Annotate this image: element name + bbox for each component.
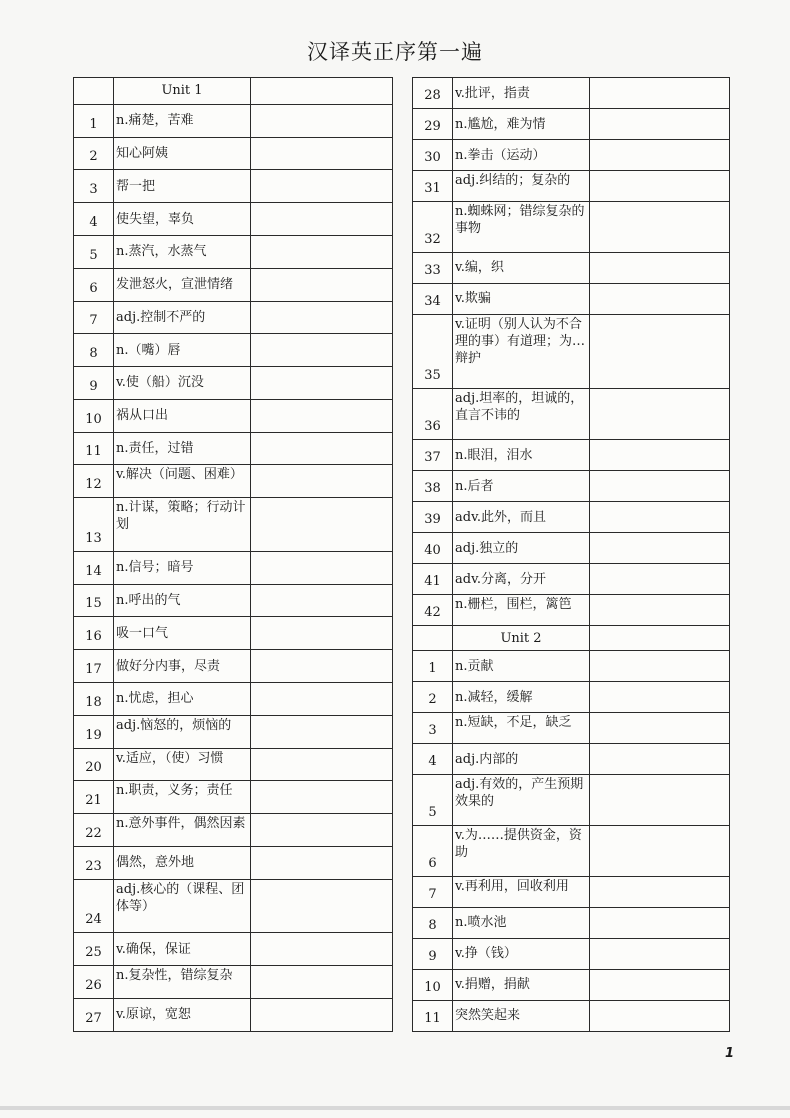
- item-number: 30: [413, 140, 453, 171]
- vocab-row: [74, 465, 393, 498]
- chinese-meaning: 做好分内事，尽责: [114, 650, 251, 683]
- answer-cell[interactable]: [590, 1000, 730, 1031]
- item-number: 1: [74, 104, 114, 137]
- chinese-meaning: v.捐赠，捐献: [453, 969, 590, 1000]
- answer-cell[interactable]: [590, 713, 730, 744]
- chinese-meaning: n.蜘蛛网；错综复杂的事物: [453, 202, 590, 253]
- item-number: 18: [74, 682, 114, 715]
- vocab-row: [74, 617, 393, 650]
- item-number: 28: [413, 78, 453, 109]
- chinese-meaning: n.栅栏，围栏，篱笆: [453, 595, 590, 626]
- vocab-row: [413, 283, 730, 314]
- item-number: 1: [413, 651, 453, 682]
- item-number: 34: [413, 283, 453, 314]
- chinese-meaning: v.证明（别人认为不合理的事）有道理；为…辩护: [453, 314, 590, 389]
- chinese-meaning: n.减轻，缓解: [453, 682, 590, 713]
- vocab-row: [74, 268, 393, 301]
- vocab-row: [413, 252, 730, 283]
- item-number: 29: [413, 109, 453, 140]
- chinese-meaning: 知心阿姨: [114, 137, 251, 170]
- chinese-meaning: v.批评，指责: [453, 78, 590, 109]
- chinese-meaning: n.痛楚，苦难: [114, 104, 251, 137]
- answer-cell[interactable]: [251, 650, 393, 683]
- item-number: 2: [74, 137, 114, 170]
- vocab-row: [413, 775, 730, 826]
- item-number: 38: [413, 471, 453, 502]
- chinese-meaning: n.后者: [453, 471, 590, 502]
- chinese-meaning: adj.坦率的，坦诚的，直言不讳的: [453, 389, 590, 440]
- item-number: 14: [74, 551, 114, 584]
- answer-cell[interactable]: [590, 744, 730, 775]
- item-number: 19: [74, 715, 114, 748]
- answer-cell[interactable]: [590, 252, 730, 283]
- vocab-row: [413, 595, 730, 626]
- vocab-row: [74, 367, 393, 400]
- item-number: 6: [74, 268, 114, 301]
- item-number: 11: [74, 432, 114, 465]
- item-number: 23: [74, 846, 114, 879]
- item-number: 2: [413, 682, 453, 713]
- vocab-row: [74, 203, 393, 236]
- vocab-row: [74, 748, 393, 781]
- vocab-row: [413, 744, 730, 775]
- answer-cell[interactable]: [251, 78, 393, 105]
- item-number: 40: [413, 533, 453, 564]
- vocab-row: [74, 584, 393, 617]
- chinese-meaning: n.贡献: [453, 651, 590, 682]
- vocab-row: [413, 1000, 730, 1031]
- item-number: 3: [413, 713, 453, 744]
- answer-cell[interactable]: [590, 202, 730, 253]
- chinese-meaning: v.再利用，回收利用: [453, 876, 590, 907]
- answer-cell[interactable]: [251, 367, 393, 400]
- answer-cell[interactable]: [590, 502, 730, 533]
- answer-cell[interactable]: [251, 137, 393, 170]
- answer-cell[interactable]: [590, 969, 730, 1000]
- answer-cell[interactable]: [590, 651, 730, 682]
- answer-cell[interactable]: [251, 399, 393, 432]
- answer-cell[interactable]: [251, 781, 393, 814]
- item-number: 42: [413, 595, 453, 626]
- vocab-table-right: [412, 77, 730, 1032]
- item-number: 41: [413, 564, 453, 595]
- unit-heading: Unit 1: [114, 78, 251, 105]
- vocab-row: [413, 682, 730, 713]
- answer-cell[interactable]: [251, 235, 393, 268]
- item-number: 3: [74, 170, 114, 203]
- vocab-row: [74, 933, 393, 966]
- vocab-row: [413, 109, 730, 140]
- chinese-meaning: adj.核心的（课程、团体等）: [114, 879, 251, 933]
- vocab-row: [74, 334, 393, 367]
- chinese-meaning: n.蒸汽，水蒸气: [114, 235, 251, 268]
- answer-cell[interactable]: [590, 440, 730, 471]
- vocab-row: [74, 301, 393, 334]
- answer-cell[interactable]: [251, 334, 393, 367]
- answer-cell[interactable]: [251, 682, 393, 715]
- vocab-row: [74, 650, 393, 683]
- answer-cell[interactable]: [590, 171, 730, 202]
- answer-cell[interactable]: [251, 551, 393, 584]
- vocab-row: [74, 235, 393, 268]
- chinese-meaning: adj.控制不严的: [114, 301, 251, 334]
- item-number: 6: [413, 826, 453, 877]
- vocab-row: [74, 715, 393, 748]
- answer-cell[interactable]: [590, 389, 730, 440]
- item-number: 12: [74, 465, 114, 498]
- chinese-meaning: n.眼泪，泪水: [453, 440, 590, 471]
- vocab-row: [413, 440, 730, 471]
- vocab-row: [413, 202, 730, 253]
- answer-cell[interactable]: [590, 876, 730, 907]
- vocab-row: [413, 314, 730, 389]
- chinese-meaning: n.短缺，不足，缺乏: [453, 713, 590, 744]
- item-number: 32: [413, 202, 453, 253]
- page-title: 汉译英正序第一遍: [307, 40, 483, 64]
- chinese-meaning: v.确保，保证: [114, 933, 251, 966]
- item-number: 22: [74, 814, 114, 847]
- vocab-row: [74, 846, 393, 879]
- answer-cell[interactable]: [251, 617, 393, 650]
- answer-cell[interactable]: [590, 314, 730, 389]
- num-cell: [74, 78, 114, 105]
- answer-cell[interactable]: [251, 432, 393, 465]
- item-number: 11: [413, 1000, 453, 1031]
- chinese-meaning: 帮一把: [114, 170, 251, 203]
- answer-cell[interactable]: [590, 682, 730, 713]
- vocab-row: [74, 879, 393, 933]
- item-number: 9: [413, 938, 453, 969]
- page-bottom-edge: [0, 1106, 790, 1110]
- vocab-row: [413, 876, 730, 907]
- answer-cell[interactable]: [251, 170, 393, 203]
- chinese-meaning: 祸从口出: [114, 399, 251, 432]
- item-number: 10: [74, 399, 114, 432]
- chinese-meaning: v.挣（钱）: [453, 938, 590, 969]
- vocab-row: [413, 78, 730, 109]
- answer-cell[interactable]: [251, 748, 393, 781]
- chinese-meaning: adj.内部的: [453, 744, 590, 775]
- vocab-row: [413, 533, 730, 564]
- vocab-row: [413, 713, 730, 744]
- item-number: 39: [413, 502, 453, 533]
- answer-cell[interactable]: [251, 998, 393, 1031]
- vocab-row: [413, 826, 730, 877]
- vocab-row: [413, 938, 730, 969]
- answer-cell[interactable]: [251, 966, 393, 999]
- vocab-row: [74, 966, 393, 999]
- chinese-meaning: adv.此外，而且: [453, 502, 590, 533]
- item-number: 33: [413, 252, 453, 283]
- item-number: 4: [413, 744, 453, 775]
- item-number: 25: [74, 933, 114, 966]
- answer-cell[interactable]: [590, 471, 730, 502]
- vocab-row: [413, 502, 730, 533]
- chinese-meaning: adj.纠结的；复杂的: [453, 171, 590, 202]
- answer-cell[interactable]: [251, 301, 393, 334]
- item-number: 9: [74, 367, 114, 400]
- item-number: 20: [74, 748, 114, 781]
- chinese-meaning: n.职责，义务；责任: [114, 781, 251, 814]
- item-number: 4: [74, 203, 114, 236]
- vocab-row: [413, 389, 730, 440]
- vocab-row: [74, 998, 393, 1031]
- vocab-row: [413, 651, 730, 682]
- vocab-row: [413, 969, 730, 1000]
- item-number: 16: [74, 617, 114, 650]
- vocab-row: [74, 104, 393, 137]
- answer-cell[interactable]: [251, 846, 393, 879]
- answer-cell[interactable]: [590, 907, 730, 938]
- chinese-meaning: n.责任，过错: [114, 432, 251, 465]
- chinese-meaning: v.解决（问题、困难）: [114, 465, 251, 498]
- item-number: 10: [413, 969, 453, 1000]
- answer-cell[interactable]: [590, 595, 730, 626]
- unit-header-row: [74, 78, 393, 105]
- chinese-meaning: n.拳击（运动）: [453, 140, 590, 171]
- chinese-meaning: n.意外事件，偶然因素: [114, 814, 251, 847]
- vocab-row: [413, 471, 730, 502]
- item-number: 37: [413, 440, 453, 471]
- item-number: 35: [413, 314, 453, 389]
- vocab-row: [413, 171, 730, 202]
- vocab-row: [413, 564, 730, 595]
- num-cell: [413, 626, 453, 651]
- chinese-meaning: adj.独立的: [453, 533, 590, 564]
- answer-cell[interactable]: [251, 879, 393, 933]
- item-number: 21: [74, 781, 114, 814]
- chinese-meaning: adv.分离，分开: [453, 564, 590, 595]
- item-number: 5: [413, 775, 453, 826]
- unit-heading: Unit 2: [453, 626, 590, 651]
- item-number: 36: [413, 389, 453, 440]
- chinese-meaning: v.适应，（使）习惯: [114, 748, 251, 781]
- item-number: 27: [74, 998, 114, 1031]
- chinese-meaning: v.使（船）沉没: [114, 367, 251, 400]
- item-number: 8: [413, 907, 453, 938]
- answer-cell[interactable]: [590, 78, 730, 109]
- page-number: 1: [725, 1046, 735, 1061]
- answer-cell[interactable]: [590, 140, 730, 171]
- answer-cell[interactable]: [251, 933, 393, 966]
- chinese-meaning: v.欺骗: [453, 283, 590, 314]
- chinese-meaning: 发泄怒火，宣泄情绪: [114, 268, 251, 301]
- vocab-row: [74, 137, 393, 170]
- chinese-meaning: n.呼出的气: [114, 584, 251, 617]
- answer-cell[interactable]: [590, 564, 730, 595]
- answer-cell[interactable]: [251, 715, 393, 748]
- answer-cell[interactable]: [251, 584, 393, 617]
- vocab-row: [74, 682, 393, 715]
- vocab-table-left: [73, 77, 393, 1032]
- chinese-meaning: n.（嘴）唇: [114, 334, 251, 367]
- answer-cell[interactable]: [590, 626, 730, 651]
- vocab-row: [74, 170, 393, 203]
- chinese-meaning: n.尴尬，难为情: [453, 109, 590, 140]
- item-number: 8: [74, 334, 114, 367]
- chinese-meaning: n.计谋，策略；行动计划: [114, 498, 251, 552]
- answer-cell[interactable]: [251, 814, 393, 847]
- chinese-meaning: v.编，织: [453, 252, 590, 283]
- answer-cell[interactable]: [590, 533, 730, 564]
- item-number: 24: [74, 879, 114, 933]
- vocab-row: [74, 781, 393, 814]
- chinese-meaning: n.信号；暗号: [114, 551, 251, 584]
- answer-cell[interactable]: [590, 775, 730, 826]
- chinese-meaning: n.复杂性，错综复杂: [114, 966, 251, 999]
- chinese-meaning: 偶然，意外地: [114, 846, 251, 879]
- item-number: 7: [74, 301, 114, 334]
- chinese-meaning: 突然笑起来: [453, 1000, 590, 1031]
- item-number: 31: [413, 171, 453, 202]
- item-number: 26: [74, 966, 114, 999]
- vocab-row: [74, 551, 393, 584]
- answer-cell[interactable]: [590, 283, 730, 314]
- chinese-meaning: v.原谅，宽恕: [114, 998, 251, 1031]
- answer-cell[interactable]: [251, 104, 393, 137]
- item-number: 15: [74, 584, 114, 617]
- answer-cell[interactable]: [590, 938, 730, 969]
- vocab-row: [413, 140, 730, 171]
- chinese-meaning: v.为……提供资金，资助: [453, 826, 590, 877]
- item-number: 7: [413, 876, 453, 907]
- answer-cell[interactable]: [590, 826, 730, 877]
- answer-cell[interactable]: [251, 498, 393, 552]
- vocab-row: [74, 814, 393, 847]
- item-number: 5: [74, 235, 114, 268]
- answer-cell[interactable]: [590, 109, 730, 140]
- chinese-meaning: n.忧虑，担心: [114, 682, 251, 715]
- vocab-row: [74, 498, 393, 552]
- answer-cell[interactable]: [251, 203, 393, 236]
- item-number: 13: [74, 498, 114, 552]
- answer-cell[interactable]: [251, 465, 393, 498]
- chinese-meaning: 吸一口气: [114, 617, 251, 650]
- chinese-meaning: adj.有效的，产生预期效果的: [453, 775, 590, 826]
- chinese-meaning: 使失望，辜负: [114, 203, 251, 236]
- answer-cell[interactable]: [251, 268, 393, 301]
- vocab-row: [74, 399, 393, 432]
- item-number: 17: [74, 650, 114, 683]
- vocab-row: [74, 432, 393, 465]
- chinese-meaning: adj.恼怒的，烦恼的: [114, 715, 251, 748]
- chinese-meaning: n.喷水池: [453, 907, 590, 938]
- vocab-row: [413, 907, 730, 938]
- unit-header-row: [413, 626, 730, 651]
